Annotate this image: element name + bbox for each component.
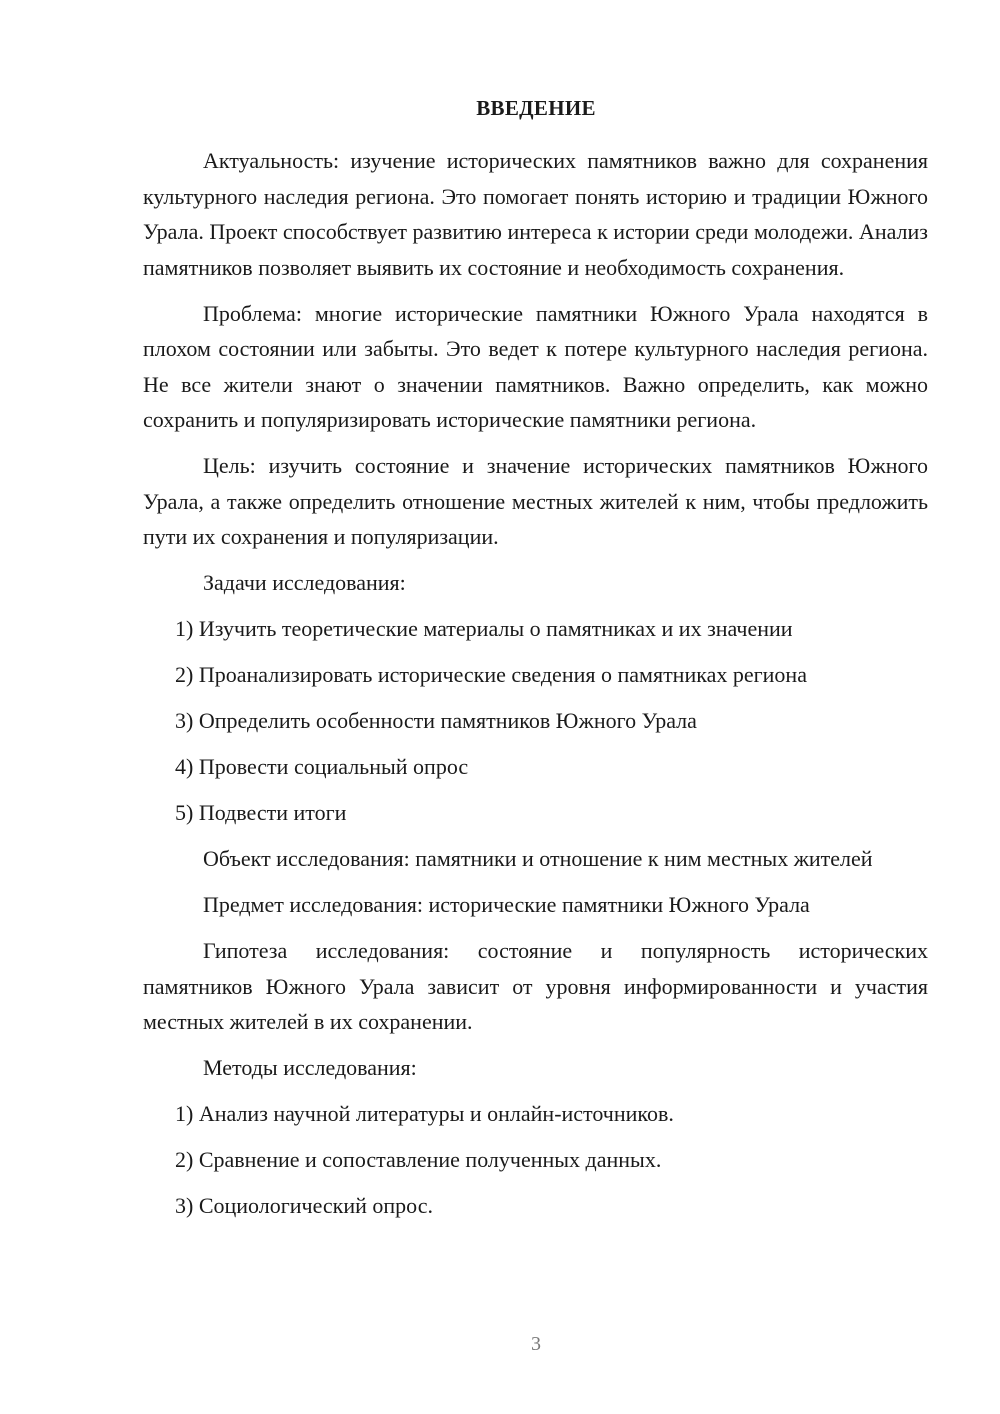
relevance-paragraph: Актуальность: изучение исторических памятников важно для сохранения культурного наследия региона. Это помогает понять историю и традиции Южного Урала. Проект способствует развитию интереса к истории среди молодежи. Анализ памятников позволяет выявить их состояние и необходимость сохранения. [143,148,928,280]
section-title: ВВЕДЕНИЕ [476,96,596,120]
task-item: 2) Проанализировать исторические сведения о памятниках региона [175,662,807,687]
subject-paragraph: Предмет исследования: исторические памятники Южного Урала [203,892,810,917]
method-item: 3) Социологический опрос. [175,1193,433,1218]
methods-heading: Методы исследования: [203,1055,417,1080]
hypothesis-paragraph: Гипотеза исследования: состояние и популярность исторических памятников Южного Урала зависит от уровня информированности и участия местных жителей в их сохранении. [143,938,928,1034]
object-paragraph: Объект исследования: памятники и отношение к ним местных жителей [203,846,873,871]
document-body [143,143,928,1224]
method-item: 2) Сравнение и сопоставление полученных данных. [175,1147,662,1172]
task-item: 4) Провести социальный опрос [175,754,469,779]
tasks-heading: Задачи исследования: [203,570,406,595]
problem-paragraph: Проблема: многие исторические памятники Южного Урала находятся в плохом состоянии или забыты. Это ведет к потере культурного наследия региона. Не все жители знают о значении памятников. Важно определить, как можно сохранить и популяризировать исторические памятники региона. [143,300,928,432]
method-item: 1) Анализ научной литературы и онлайн-источников. [175,1101,674,1126]
goal-paragraph: Цель: изучить состояние и значение исторических памятников Южного Урала, а также определить отношение местных жителей к ним, чтобы предложить пути их сохранения и популяризации. [143,453,928,549]
page-number: 3 [531,1333,541,1355]
task-item: 1) Изучить теоретические материалы о памятниках и их значении [175,616,793,641]
task-item: 3) Определить особенности памятников Южного Урала [175,708,697,733]
task-item: 5) Подвести итоги [175,800,347,825]
